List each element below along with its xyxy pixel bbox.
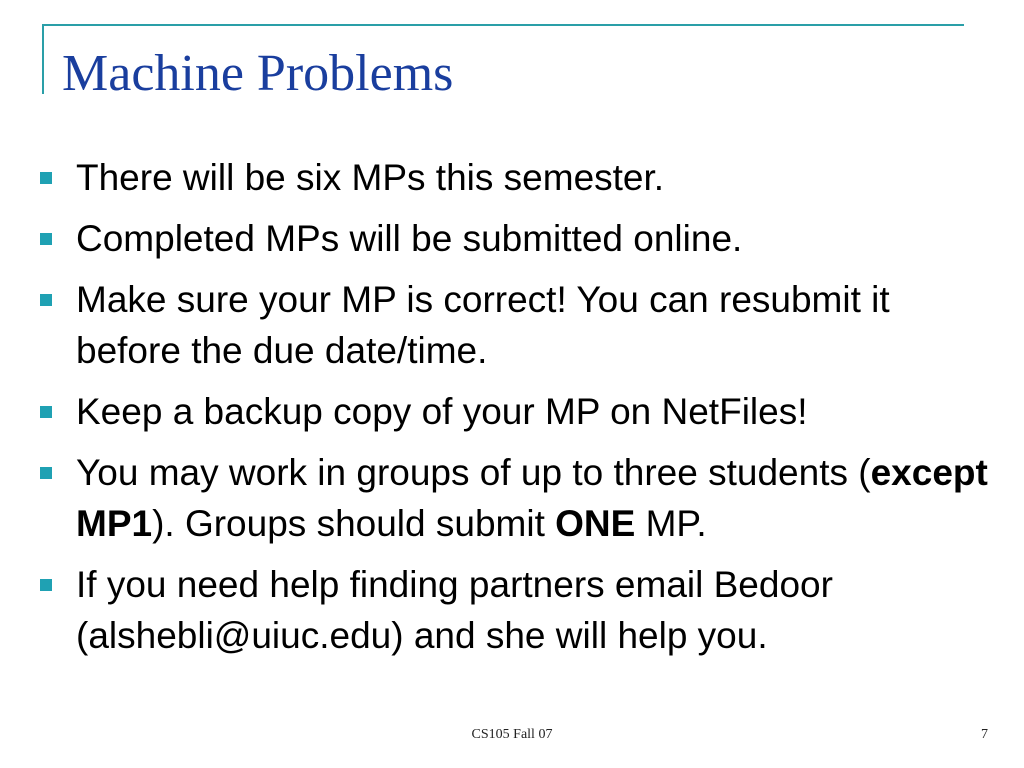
bullet-item (0, 213, 1024, 264)
bullet-square-icon (40, 294, 52, 306)
bullet-square-icon (40, 579, 52, 591)
bullet-text: MP. (635, 503, 707, 544)
bullet-item (0, 559, 1024, 661)
bullet-square-icon (40, 233, 52, 245)
bullet-text: You may work in groups of up to three students ( (76, 452, 871, 493)
bullet-text-bold: ONE (555, 503, 636, 544)
title-frame-left-rule (42, 24, 44, 94)
bullet-item (0, 152, 1024, 203)
bullet-square-icon (40, 172, 52, 184)
bullet-text: Completed MPs will be submitted online. (76, 218, 743, 259)
bullet-item (0, 274, 1024, 376)
bullet-item (0, 386, 1024, 437)
bullet-text: Keep a backup copy of your MP on NetFiles! (76, 391, 808, 432)
title-frame-top-rule (42, 24, 964, 26)
bullet-list (0, 152, 1024, 671)
footer-course-label: CS105 Fall 07 (471, 727, 553, 742)
bullet-text: If you need help finding partners email Bedoor (alshebli@uiuc.edu) and she will help you. (76, 564, 833, 656)
bullet-square-icon (40, 467, 52, 479)
bullet-text: ). Groups should submit (152, 503, 556, 544)
bullet-square-icon (40, 406, 52, 418)
bullet-text-bold: except MP1 (76, 452, 988, 544)
page-number: 7 (981, 727, 988, 742)
slide-title: Machine Problems (62, 45, 454, 102)
bullet-text: There will be six MPs this semester. (76, 157, 665, 198)
bullet-item (0, 447, 1024, 549)
bullet-text: Make sure your MP is correct! You can resubmit it before the due date/time. (76, 279, 890, 371)
